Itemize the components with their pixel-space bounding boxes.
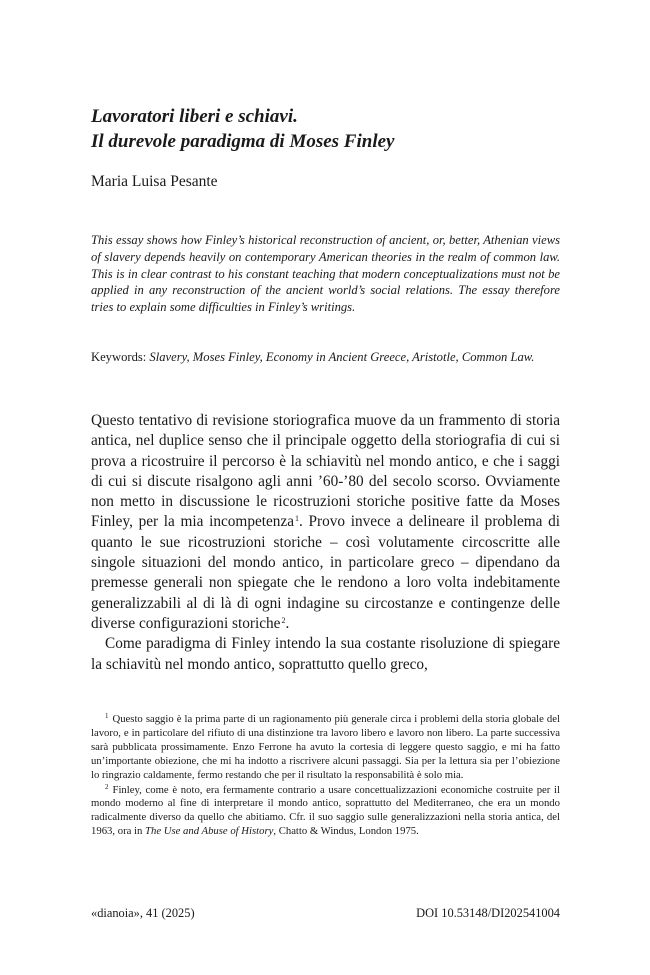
doi-link[interactable]: DOI 10.53148/DI202541004 [416, 906, 560, 920]
keywords [91, 349, 560, 366]
journal-citation: «dianoia», 41 (2025) [91, 906, 195, 920]
footnote-2-text-b: , Chatto & Windus, London 1975. [273, 825, 419, 838]
body-paragraph-1 [91, 411, 560, 634]
body-text [91, 411, 560, 675]
keywords-terms: Slavery, Moses Finley, Economy in Ancient Greece, Aristotle, Common Law. [149, 350, 535, 364]
body-paragraph-2: Come paradigma di Finley intendo la sua costante risoluzione di spiegare la schiavitù nel mondo antico, soprattutto quello greco, [91, 635, 560, 673]
title-line-2: Il durevole paradigma di Moses Finley [91, 131, 395, 152]
footnote-2-book-title: The Use and Abuse of History [145, 825, 274, 838]
paragraph-1-text-a: Questo tentativo di revisione storiografica muove da un frammento di storia antica, nel duplice senso che il principale oggetto della storiografia di cui si prova a ricostruire il percorso è la schiavitù nel mondo antico, e che i saggi di cui si discute risalgono agli anni ’60-’80 del secolo scorso. Ovviamente non metto in discussione le ricostruzioni storiche positive fatte da Moses Finley, per la mia incompetenza [91, 412, 560, 531]
paragraph-1-end: . [285, 614, 290, 632]
footnote-1 [91, 713, 560, 783]
footnote-ref-1[interactable]: 1 [295, 514, 300, 524]
footnote-2 [91, 784, 560, 840]
author-name: Maria Luisa Pesante [91, 173, 218, 190]
footnotes [91, 713, 560, 839]
paragraph-1-text-b: . Provo invece a delineare il problema di quanto le sue ricostruzioni storiche – così volutamente circoscritte alle singole situazioni del mondo antico, in particolare greco – dipendano da premesse generali non spiegate che le rendono a loro volta indebitamente generalizzabili al di là di ogni indagine su circostanze e contingenze delle diverse configurazioni storiche [91, 513, 561, 632]
footnote-1-text: Questo saggio è la prima parte di un ragionamento più generale circa i problemi della storia globale del lavoro, e in particolare del rifiuto di una distinzione tra lavoro libero e lavoro non libero. La parte successiva sarà pubblicata prossimamente. Enzo Ferrone ha avuto la cortesia di leggere questo saggio, e mi ha fatto un’importante obiezione, che mi ha indotto a riscrivere alcuni passaggi. Sia per la lettura sia per l’obiezione lo ringrazio caldamente, fermo restando che per il risultato la responsabilità è solo mia. [91, 713, 560, 781]
footnote-2-mark: 2 [105, 782, 109, 791]
abstract: This essay shows how Finley’s historical reconstruction of ancient, or, better, Athenian views of slavery depends heavily on contemporary American theories in the realm of common law. This is in clear contrast to his constant teaching that modern conceptualizations must not be applied in any reconstruction of the ancient world’s social relations. The essay therefore tries to explain some difficulties in Finley’s writings. [91, 233, 560, 315]
keywords-label: Keywords: [91, 350, 147, 364]
title-line-1: Lavoratori liberi e schiavi. [91, 106, 298, 127]
footnote-2-text-a: Finley, come è noto, era fermamente contrario a usare concettualizzazioni economiche costruite per il mondo moderno al fine di interpretare il mondo antico, soprattutto del Mediterraneo, che era un mondo radicalmente diverso da quello che abitiamo. Cfr. il suo saggio sulle generalizzazioni nella storia antica, del 1963, ora in [91, 783, 560, 838]
footnote-1-mark: 1 [105, 712, 109, 720]
article-title [91, 104, 561, 154]
footnote-ref-2[interactable]: 2 [281, 615, 286, 625]
